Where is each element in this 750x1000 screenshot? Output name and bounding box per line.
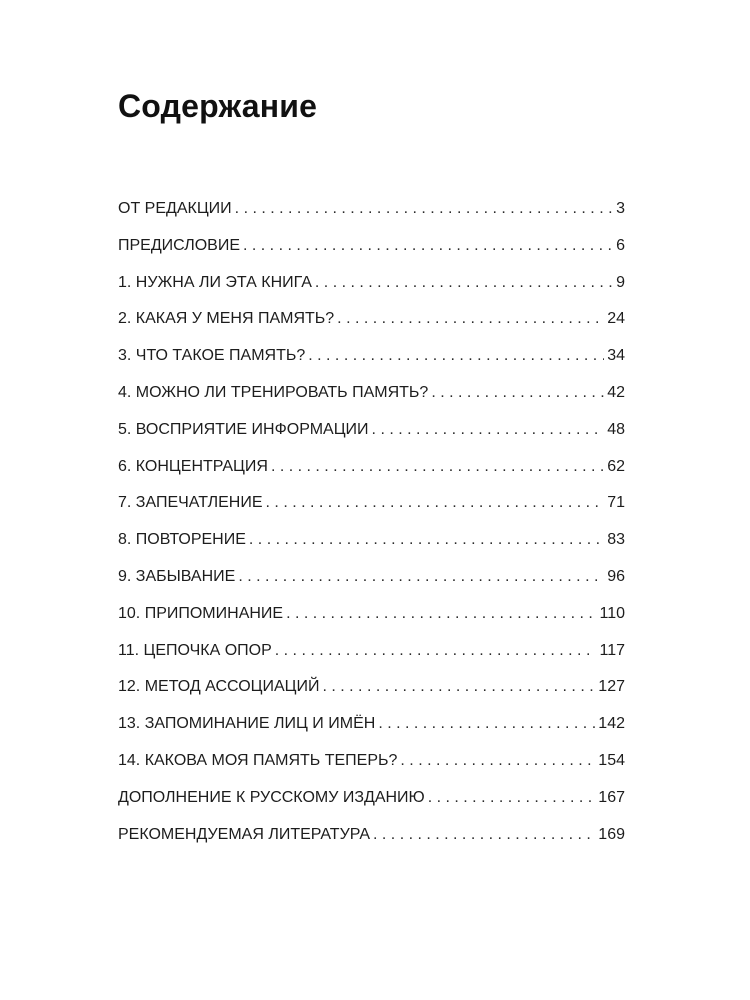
toc-entry-title: 7. ЗАПЕЧАТЛЕНИЕ bbox=[118, 494, 263, 512]
dot-leader bbox=[266, 494, 605, 512]
dot-leader bbox=[235, 200, 613, 218]
toc-entry-title: 13. ЗАПОМИНАНИЕ ЛИЦ И ИМЁН bbox=[118, 715, 376, 733]
toc-entry-page: 83 bbox=[607, 531, 625, 549]
toc-entry bbox=[118, 200, 625, 237]
toc-entry-title: 9. ЗАБЫВАНИЕ bbox=[118, 567, 236, 585]
toc-entry-title: 1. НУЖНА ЛИ ЭТА КНИГА bbox=[118, 273, 312, 291]
dot-leader bbox=[373, 826, 595, 844]
dot-leader bbox=[286, 605, 596, 623]
toc-entry bbox=[118, 384, 625, 421]
toc-entry-page: 6 bbox=[616, 236, 625, 254]
table-of-contents bbox=[118, 200, 625, 862]
toc-entry-page: 48 bbox=[607, 420, 625, 438]
toc-entry bbox=[118, 310, 625, 347]
dot-leader bbox=[249, 531, 604, 549]
dot-leader bbox=[372, 421, 605, 439]
toc-entry-page: 62 bbox=[607, 457, 625, 475]
dot-leader bbox=[315, 274, 613, 292]
toc-entry-page: 127 bbox=[598, 678, 625, 696]
toc-entry-page: 3 bbox=[616, 200, 625, 217]
toc-entry-page: 34 bbox=[607, 347, 625, 365]
toc-entry-page: 117 bbox=[599, 641, 625, 659]
toc-entry-title: ОТ РЕДАКЦИИ bbox=[118, 200, 232, 217]
toc-entry-page: 24 bbox=[607, 310, 625, 328]
toc-entry-page: 71 bbox=[607, 494, 625, 512]
toc-entry bbox=[118, 826, 625, 863]
toc-entry-title: 12. МЕТОД АССОЦИАЦИЙ bbox=[118, 678, 320, 696]
toc-entry-title: 4. МОЖНО ЛИ ТРЕНИРОВАТЬ ПАМЯТЬ? bbox=[118, 383, 429, 401]
toc-entry-title: 10. ПРИПОМИНАНИЕ bbox=[118, 604, 284, 622]
dot-leader bbox=[337, 310, 604, 328]
toc-entry-title: 14. КАКОВА МОЯ ПАМЯТЬ ТЕПЕРЬ? bbox=[118, 751, 398, 769]
toc-entry bbox=[118, 494, 625, 531]
toc-entry-title: 2. КАКАЯ У МЕНЯ ПАМЯТЬ? bbox=[118, 310, 335, 328]
toc-entry-title: 8. ПОВТОРЕНИЕ bbox=[118, 531, 246, 549]
toc-entry bbox=[118, 237, 625, 274]
toc-entry-title: 6. КОНЦЕНТРАЦИЯ bbox=[118, 457, 268, 475]
toc-entry-page: 9 bbox=[616, 273, 625, 291]
dot-leader bbox=[378, 715, 595, 733]
toc-entry bbox=[118, 421, 625, 458]
toc-entry bbox=[118, 642, 625, 679]
toc-entry bbox=[118, 274, 625, 311]
toc-entry bbox=[118, 347, 625, 384]
toc-entry-title: 11. ЦЕПОЧКА ОПОР bbox=[118, 641, 272, 659]
toc-entry-page: 110 bbox=[599, 604, 625, 622]
toc-entry-title: 3. ЧТО ТАКОЕ ПАМЯТЬ? bbox=[118, 347, 306, 365]
toc-entry bbox=[118, 678, 625, 715]
page-title: Содержание bbox=[118, 88, 318, 124]
dot-leader bbox=[238, 568, 604, 586]
toc-entry-page: 96 bbox=[607, 567, 625, 585]
dot-leader bbox=[271, 458, 604, 476]
toc-entry-page: 167 bbox=[598, 788, 625, 806]
dot-leader bbox=[400, 752, 595, 770]
toc-entry bbox=[118, 568, 625, 605]
dot-leader bbox=[431, 384, 604, 402]
dot-leader bbox=[308, 347, 604, 365]
toc-entry-page: 142 bbox=[598, 715, 625, 733]
toc-entry-page: 42 bbox=[607, 383, 625, 401]
dot-leader bbox=[243, 237, 613, 255]
dot-leader bbox=[275, 642, 597, 660]
toc-entry-title: ПРЕДИСЛОВИЕ bbox=[118, 236, 240, 254]
dot-leader bbox=[322, 678, 595, 696]
toc-entry bbox=[118, 789, 625, 826]
toc-entry bbox=[118, 715, 625, 752]
toc-entry-title: ДОПОЛНЕНИЕ К РУССКОМУ ИЗДАНИЮ bbox=[118, 788, 425, 806]
toc-entry-title: РЕКОМЕНДУЕМАЯ ЛИТЕРАТУРА bbox=[118, 825, 371, 843]
toc-entry-page: 154 bbox=[598, 751, 625, 769]
dot-leader bbox=[428, 789, 596, 807]
toc-entry bbox=[118, 531, 625, 568]
toc-entry bbox=[118, 605, 625, 642]
toc-entry-title: 5. ВОСПРИЯТИЕ ИНФОРМАЦИИ bbox=[118, 420, 369, 438]
toc-entry bbox=[118, 458, 625, 495]
toc-entry-page: 169 bbox=[598, 825, 625, 843]
toc-entry bbox=[118, 752, 625, 789]
